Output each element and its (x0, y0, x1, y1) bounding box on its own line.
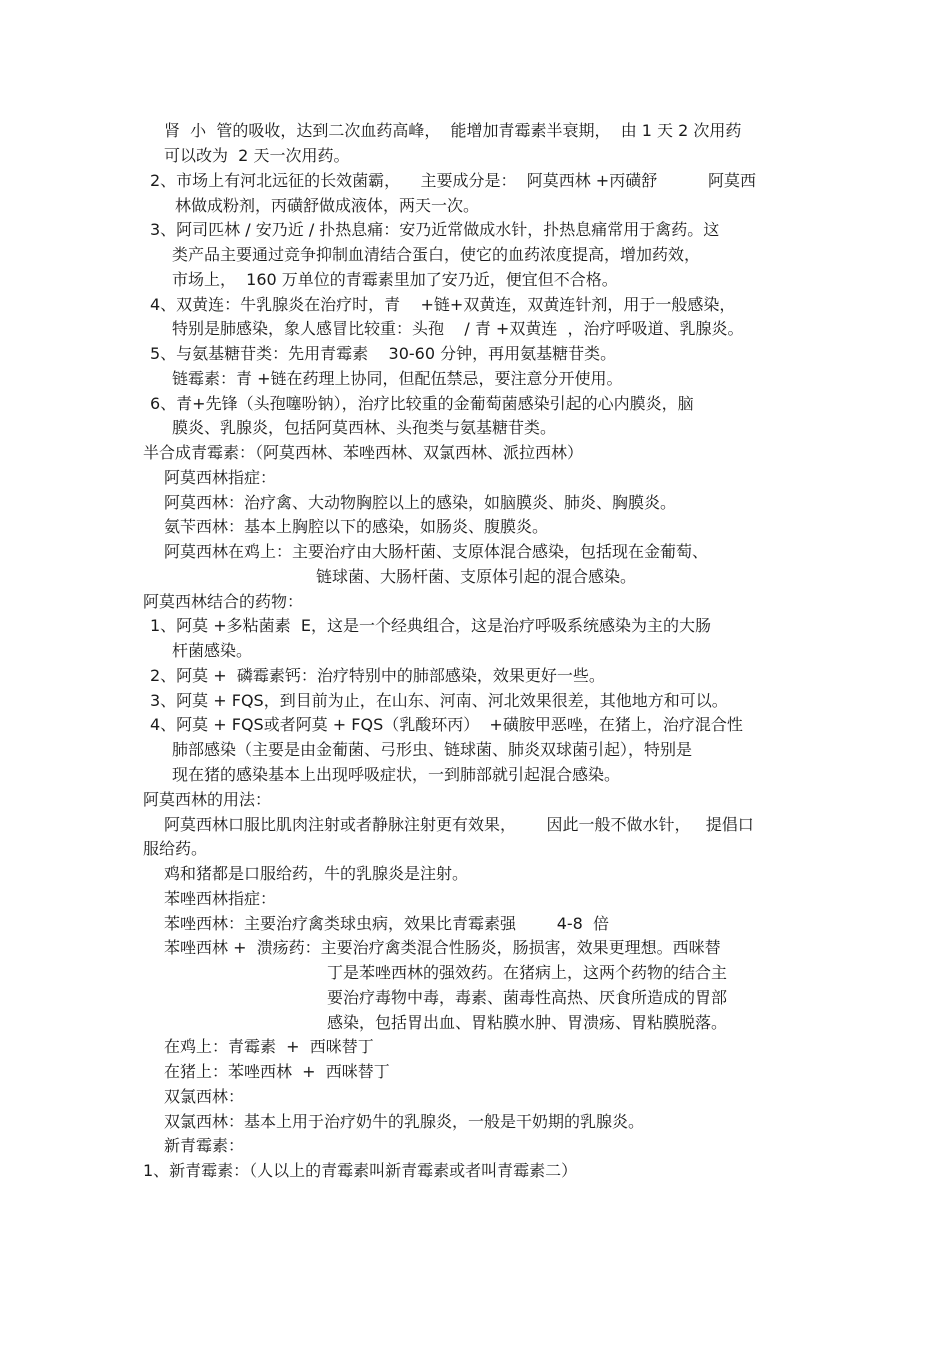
text-line: 苯唑西林：主要治疗禽类球虫病，效果比青霉素强 4-8 倍 (164, 914, 609, 933)
text-line: 2、市场上有河北远征的长效菌霸， 主要成分是： 阿莫西林 +丙磺舒 阿莫西 (150, 171, 757, 190)
text-line: 双氯西林： (164, 1087, 245, 1106)
text-line: 6、青+先锋（头孢噻吩钠），治疗比较重的金葡萄菌感染引起的心内膜炎，脑 (150, 394, 694, 413)
text-line: 双氯西林：基本上用于治疗奶牛的乳腺炎，一般是干奶期的乳腺炎。 (164, 1112, 645, 1131)
section-heading: 半合成青霉素：（阿莫西林、苯唑西林、双氯西林、派拉西林） (143, 443, 584, 462)
text-line: 林做成粉剂，丙磺舒做成液体，两天一次。 (175, 196, 480, 215)
text-line: 1、新青霉素：（人以上的青霉素叫新青霉素或者叫青霉素二） (143, 1161, 578, 1180)
text-line: 鸡和猪都是口服给药，牛的乳腺炎是注射。 (164, 864, 469, 883)
text-line: 氨苄西林：基本上胸腔以下的感染，如肠炎、腹膜炎。 (164, 517, 549, 536)
text-line: 阿莫西林：治疗禽、大动物胸腔以上的感染，如脑膜炎、肺炎、胸膜炎。 (164, 493, 677, 512)
text-line: 肾 小 管的吸收，达到二次血药高峰， 能增加青霉素半衰期， 由 1 天 2 次用药 (164, 121, 742, 140)
text-line: 可以改为 2 天一次用药。 (164, 146, 350, 165)
text-line: 3、阿司匹林 / 安乃近 / 扑热息痛：安乃近常做成水针，扑热息痛常用于禽药。这 (150, 220, 720, 239)
text-line: 阿莫西林在鸡上：主要治疗由大肠杆菌、支原体混合感染，包括现在金葡萄、 (164, 542, 709, 561)
text-line: 在鸡上：青霉素 + 西咪替丁 (164, 1037, 374, 1056)
text-line: 1、阿莫 +多粘菌素 E，这是一个经典组合，这是治疗呼吸系统感染为主的大肠 (150, 616, 711, 635)
text-line: 要治疗毒物中毒，毒素、菌毒性高热、厌食所造成的胃部 (327, 988, 728, 1007)
text-line: 新青霉素： (164, 1136, 245, 1155)
text-line: 阿莫西林口服比肌肉注射或者静脉注射更有效果， 因此一般不做水针， 提倡口 (164, 815, 754, 834)
text-line: 市场上， 160 万单位的青霉素里加了安乃近，便宜但不合格。 (172, 270, 618, 289)
text-line: 杆菌感染。 (172, 641, 253, 660)
text-line: 链霉素：青 +链在药理上协同，但配伍禁忌，要注意分开使用。 (172, 369, 623, 388)
text-line: 特别是肺感染，象人感冒比较重：头孢 / 青 +双黄连 ，治疗呼吸道、乳腺炎。 (172, 319, 744, 338)
text-line: 肺部感染（主要是由金葡菌、弓形虫、链球菌、肺炎双球菌引起），特别是 (172, 740, 693, 759)
text-line: 5、与氨基糖苷类：先用青霉素 30-60 分钟，再用氨基糖苷类。 (150, 344, 617, 363)
text-line: 苯唑西林指症： (164, 889, 277, 908)
text-line: 苯唑西林 + 溃疡药：主要治疗禽类混合性肠炎，肠损害，效果更理想。西咪替 (164, 938, 721, 957)
text-line: 丁是苯唑西林的强效药。在猪病上，这两个药物的结合主 (327, 963, 728, 982)
text-line: 4、双黄连：牛乳腺炎在治疗时，青 +链+双黄连，双黄连针剂，用于一般感染， (150, 295, 736, 314)
text-line: 3、阿莫 + FQS，到目前为止，在山东、河南、河北效果很差，其他地方和可以。 (150, 691, 728, 710)
text-line: 现在猪的感染基本上出现呼吸症状，一到肺部就引起混合感染。 (172, 765, 621, 784)
text-line: 膜炎、乳腺炎，包括阿莫西林、头孢类与氨基糖苷类。 (172, 418, 557, 437)
text-line: 在猪上：苯唑西林 + 西咪替丁 (164, 1062, 390, 1081)
section-heading: 阿莫西林结合的药物： (143, 592, 304, 611)
section-heading: 阿莫西林的用法： (143, 790, 272, 809)
text-line: 类产品主要通过竞争抑制血清结合蛋白，使它的血药浓度提高，增加药效， (172, 245, 701, 264)
text-line: 感染，包括胃出血、胃粘膜水肿、胃溃疡、胃粘膜脱落。 (327, 1013, 728, 1032)
text-line: 服给药。 (143, 839, 208, 858)
text-line: 2、阿莫 + 磷霉素钙：治疗特别中的肺部感染，效果更好一些。 (150, 666, 605, 685)
text-line: 链球菌、大肠杆菌、支原体引起的混合感染。 (316, 567, 637, 586)
text-line: 4、阿莫 + FQS或者阿莫 + FQS（乳酸环丙） +磺胺甲恶唑，在猪上，治疗混合性 (150, 715, 743, 734)
text-line: 阿莫西林指症： (164, 468, 277, 487)
